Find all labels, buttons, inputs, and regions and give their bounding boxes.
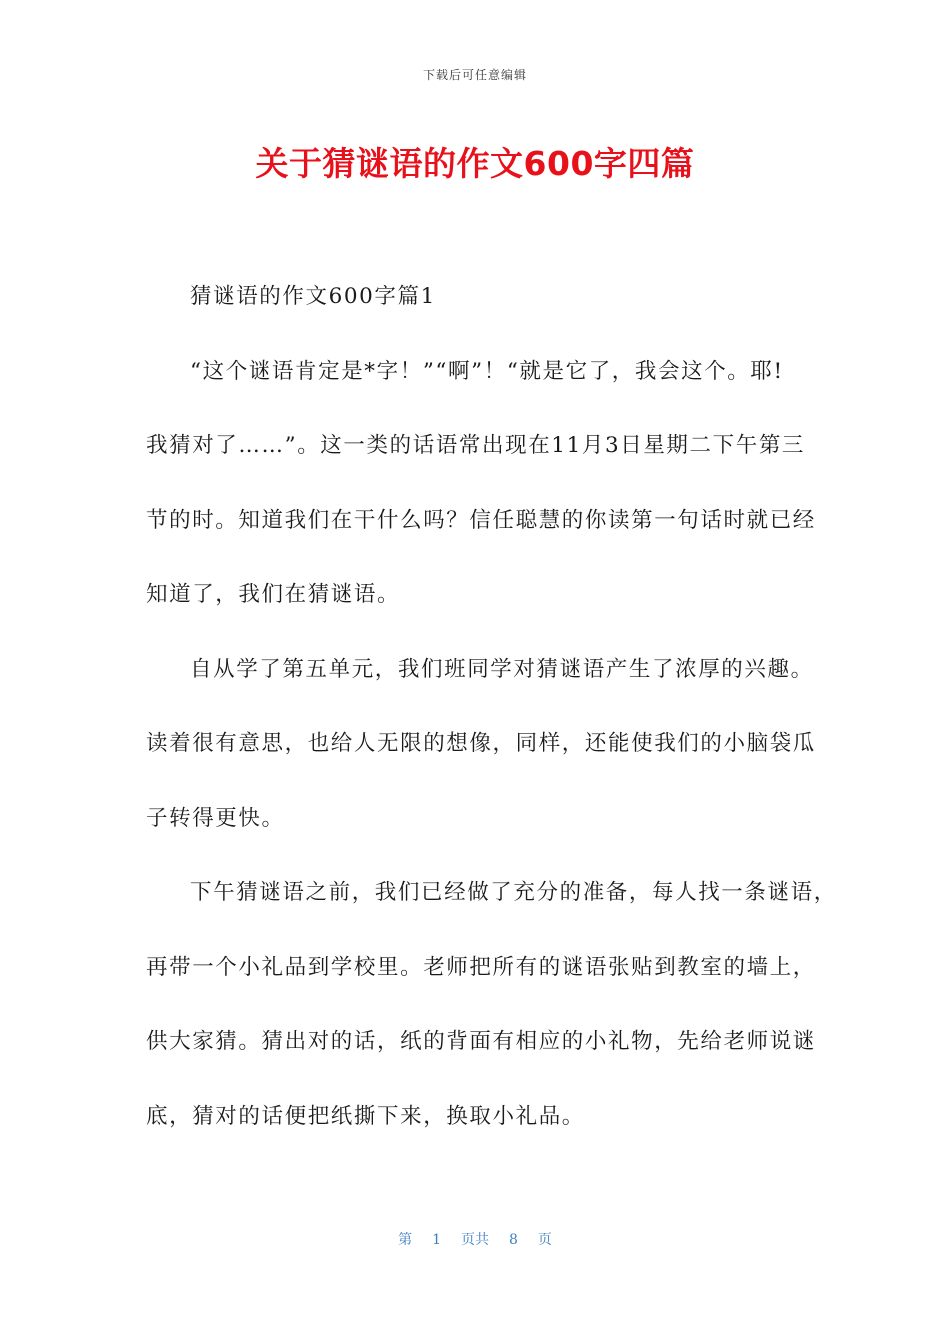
section-heading: 猜谜语的作文600字篇1 [190,284,436,309]
page-suffix: 页 [537,1232,552,1248]
paragraph-line: “这个谜语肯定是*字！”“啊”！“就是它了，我会这个。耶! [190,358,784,384]
page-header-note: 下载后可任意编辑 [422,68,527,82]
document-body [146,276,837,1170]
page-prefix: 第 [398,1232,413,1248]
paragraph-line: 底，猜对的话便把纸撕下来，换取小礼品。 [146,1103,585,1129]
paragraph-line: 知道了，我们在猜谜语。 [146,582,401,607]
page-footer [0,1229,950,1249]
paragraph-line: 再带一个小礼品到学校里。老师把所有的谜语张贴到教室的墙上， [146,954,816,980]
paragraph-line: 读着很有意思，也给人无限的想像，同样，还能使我们的小脑袋瓜 [146,731,816,756]
document-title: 关于猜谜语的作文600字四篇 [255,144,695,183]
current-page-number: 1 [432,1232,441,1248]
paragraph-line: 子转得更快。 [146,805,285,831]
paragraph-line: 我猜对了……”。这一类的话语常出现在11月3日星期二下午第三 [146,433,806,458]
paragraph-line: 自从学了第五单元，我们班同学对猜谜语产生了浓厚的兴趣。 [190,656,814,682]
paragraph-line: 下午猜谜语之前，我们已经做了充分的准备，每人找一条谜语， [190,880,837,905]
total-pages-number: 8 [509,1232,518,1248]
paragraph-line: 节的时。知道我们在干什么吗？信任聪慧的你读第一句话时就已经 [146,507,816,533]
page-middle-text: 页共 [461,1232,489,1248]
paragraph-line: 供大家猜。猜出对的话，纸的背面有相应的小礼物，先给老师说谜 [146,1029,816,1054]
